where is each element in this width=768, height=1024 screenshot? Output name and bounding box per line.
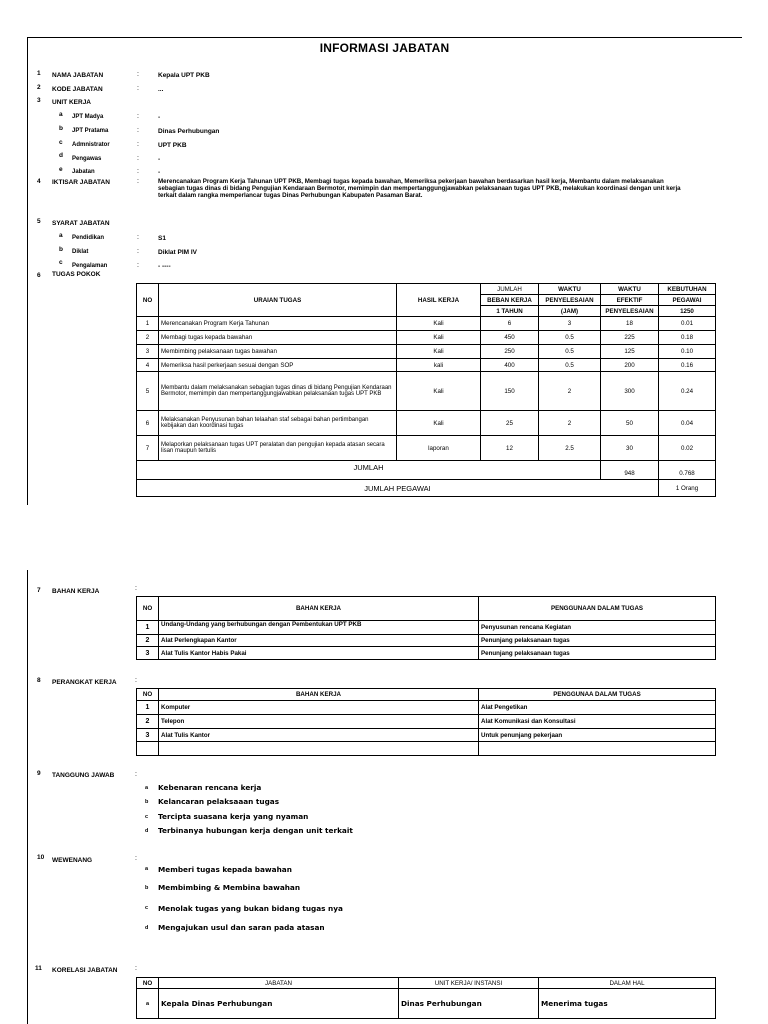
row-beban: 250 xyxy=(481,345,539,359)
item-letter: c xyxy=(145,905,149,911)
row-bahan: Telepon xyxy=(159,715,479,729)
empty-cell xyxy=(479,742,716,756)
item-letter: b xyxy=(59,246,63,253)
row-beban: 150 xyxy=(481,372,539,411)
tanggung-jawab-item: Tercipta suasana kerja yang nyaman xyxy=(158,812,309,821)
col-header-efektif: WAKTU xyxy=(601,284,659,295)
row-hasil: Kali xyxy=(397,411,481,436)
colon: : xyxy=(135,677,137,684)
item-letter: d xyxy=(145,925,149,931)
iktisar-jabatan-text xyxy=(158,178,738,199)
row-waktu: 2 xyxy=(539,372,601,411)
row-efektif: 225 xyxy=(601,331,659,345)
col-header-efektif: PENYELESAIAN xyxy=(601,306,659,317)
row-beban: 12 xyxy=(481,436,539,461)
item-letter: c xyxy=(145,814,149,820)
row-no: 2 xyxy=(137,331,159,345)
row-waktu: 0.5 xyxy=(539,345,601,359)
page-title: INFORMASI JABATAN xyxy=(319,41,450,55)
item-letter: e xyxy=(59,166,63,173)
jabatan-value: - xyxy=(158,169,161,176)
pendidikan-value: S1 xyxy=(158,235,166,242)
colon: : xyxy=(137,113,139,120)
row-no: 7 xyxy=(137,436,159,461)
table-row xyxy=(137,635,716,647)
row-no: 5 xyxy=(137,372,159,411)
row-guna: Penyusunan rencana Kegiatan xyxy=(479,621,716,635)
jumlah-efektif: 948 xyxy=(601,461,659,480)
table-row xyxy=(137,715,716,729)
row-efektif: 30 xyxy=(601,436,659,461)
row-no: 3 xyxy=(137,729,159,742)
table-row xyxy=(137,331,716,345)
item-letter: d xyxy=(145,828,149,834)
iktisar-line: Merencanakan Program Kerja Tahunan UPT PKB, Membagi tugas kepada bawahan, Memeriksa pekerjaan bawahan berdasarkan hasil kerja, Membantu dalam melaksanakan xyxy=(158,178,664,185)
col-header-jabatan: JABATAN xyxy=(159,978,399,989)
diklat-label: Diklat xyxy=(72,249,89,255)
colon: : xyxy=(137,85,139,92)
row-waktu: 3 xyxy=(539,317,601,331)
row-no: 4 xyxy=(137,359,159,372)
row-uraian: Memeriksa hasil perkerjaan sesuai dengan SOP xyxy=(159,359,397,372)
row-efektif: 18 xyxy=(601,317,659,331)
table-row xyxy=(137,372,716,411)
row-no: 6 xyxy=(137,411,159,436)
col-header-jumlah: 1 TAHUN xyxy=(481,306,539,317)
jpt-madya-value: - xyxy=(158,114,161,121)
iktisar-line: terkait dalam rangka memperlancar tugas Dinas Perhubungan Kabupaten Pasaman Barat. xyxy=(158,192,423,199)
col-header-hal: DALAM HAL xyxy=(539,978,716,989)
row-uraian: Membimbing pelaksanaan tugas bawahan xyxy=(159,345,397,359)
row-no: 2 xyxy=(137,635,159,647)
diklat-value: Diklat PIM IV xyxy=(158,249,198,256)
col-header-jumlah: JUMLAH xyxy=(481,284,539,295)
col-header-kebutuhan: 1250 xyxy=(659,306,716,317)
colon: : xyxy=(135,855,137,862)
table-row xyxy=(137,729,716,742)
row-pegawai: 0.24 xyxy=(659,372,716,411)
nama-jabatan-label: NAMA JABATAN xyxy=(52,72,104,79)
col-header-bahan: BAHAN KERJA xyxy=(159,597,479,621)
item-letter: a xyxy=(59,232,63,239)
perangkat-kerja-label: PERANGKAT KERJA xyxy=(52,679,117,686)
row-beban: 450 xyxy=(481,331,539,345)
row-efektif: 300 xyxy=(601,372,659,411)
pengawas-label: Pengawas xyxy=(72,156,102,162)
section-number: 1 xyxy=(37,70,41,77)
row-uraian: Merencanakan Program Kerja Tahunan xyxy=(159,317,397,331)
jumlah-row xyxy=(137,461,716,480)
col-header-jumlah: BEBAN KERJA xyxy=(481,295,539,306)
row-bahan: Alat Tulis Kantor xyxy=(159,729,479,742)
jabatan-label: Jabatan xyxy=(72,169,95,175)
section-number: 4 xyxy=(37,178,41,185)
pendidikan-label: Pendidikan xyxy=(72,235,105,241)
row-uraian: Membantu dalam melaksanakan sebagian tugas dinas di bidang Pengujian Kendaraan Bermotor, memimpin dan mempertanggungjawabkan pelaksanaan tugas UPT PKB xyxy=(159,372,397,411)
row-hasil: kali xyxy=(397,359,481,372)
tanggung-jawab-item: Kebenaran rencana kerja xyxy=(158,783,262,792)
col-header-guna: PENGGUNAAN DALAM TUGAS xyxy=(479,597,716,621)
section-number: 8 xyxy=(37,677,41,684)
jumlah-label: JUMLAH xyxy=(137,461,601,480)
section-number: 10 xyxy=(37,854,45,861)
pengawas-value: - xyxy=(158,156,161,163)
korelasi-jabatan-table xyxy=(136,977,716,1019)
jpt-madya-label: JPT Madya xyxy=(72,114,104,120)
row-efektif: 50 xyxy=(601,411,659,436)
section-number: 9 xyxy=(37,770,41,777)
row-pegawai: 0.01 xyxy=(659,317,716,331)
administrator-value: UPT PKB xyxy=(158,142,187,149)
wewenang-item: Menolak tugas yang bukan bidang tugas nya xyxy=(158,904,343,913)
row-no: 2 xyxy=(137,715,159,729)
col-header-uraian: URAIAN TUGAS xyxy=(159,284,397,317)
row-hasil: Kali xyxy=(397,317,481,331)
col-header-waktu: PENYELESAIAN xyxy=(539,295,601,306)
section-number: 2 xyxy=(37,84,41,91)
colon: : xyxy=(137,168,139,175)
row-hasil: Kali xyxy=(397,331,481,345)
col-header-kebutuhan: PEGAWAI xyxy=(659,295,716,306)
bahan-kerja-table xyxy=(136,596,716,660)
col-header-guna: PENGGUNAA DALAM TUGAS xyxy=(479,689,716,701)
col-header-waktu: (JAM) xyxy=(539,306,601,317)
row-waktu: 0.5 xyxy=(539,331,601,345)
pengalaman-label: Pengalaman xyxy=(72,263,108,269)
row-bahan: Undang-Undang yang berhubungan dengan Pembentukan UPT PKB xyxy=(159,621,479,635)
row-beban: 6 xyxy=(481,317,539,331)
colon: : xyxy=(137,71,139,78)
colon: : xyxy=(135,585,137,592)
section-number: 3 xyxy=(37,97,41,104)
colon: : xyxy=(137,141,139,148)
row-guna: Penunjang pelaksanaan tugas xyxy=(479,635,716,647)
section-number: 6 xyxy=(37,272,41,279)
col-header-no: NO xyxy=(137,284,159,317)
item-letter: b xyxy=(59,125,63,132)
wewenang-label: WEWENANG xyxy=(52,857,93,864)
jumlah-pegawai-label: JUMLAH PEGAWAI xyxy=(137,480,659,497)
kode-jabatan-value: ... xyxy=(158,86,164,93)
table-row xyxy=(137,621,716,635)
row-bahan: Komputer xyxy=(159,701,479,715)
col-header-no: NO xyxy=(137,597,159,621)
jpt-pratama-label: JPT Pratama xyxy=(72,128,109,134)
wewenang-item: Membimbing & Membina bawahan xyxy=(158,883,301,892)
administrator-label: Admnistrator xyxy=(72,142,110,148)
tanggung-jawab-item: Terbinanya hubungan kerja dengan unit terkait xyxy=(158,826,353,835)
unit-kerja-label: UNIT KERJA xyxy=(52,99,92,106)
item-letter: c xyxy=(59,259,63,266)
section-number: 7 xyxy=(37,587,41,594)
row-no: 3 xyxy=(137,647,159,660)
row-guna: Alat Pengetikan xyxy=(479,701,716,715)
korelasi-jabatan-label: KORELASI JABATAN xyxy=(52,967,118,974)
tugas-pokok-table xyxy=(136,283,716,497)
row-pegawai: 0.04 xyxy=(659,411,716,436)
row-hal: Menerima tugas xyxy=(539,989,716,1019)
row-pegawai: 0.02 xyxy=(659,436,716,461)
syarat-jabatan-label: SYARAT JABATAN xyxy=(52,220,110,227)
colon: : xyxy=(137,262,139,269)
bahan-kerja-label: BAHAN KERJA xyxy=(52,588,100,595)
row-uraian: Membagi tugas kepada bawahan xyxy=(159,331,397,345)
row-waktu: 2.5 xyxy=(539,436,601,461)
kode-jabatan-label: KODE JABATAN xyxy=(52,86,103,93)
row-jabatan: Kepala Dinas Perhubungan xyxy=(159,989,399,1019)
colon: : xyxy=(137,178,139,185)
item-letter: c xyxy=(59,139,63,146)
jumlah-pegawai: 0.768 xyxy=(659,461,716,480)
iktisar-jabatan-label: IKTISAR JABATAN xyxy=(52,179,110,186)
pengalaman-value: - ---- xyxy=(158,263,171,270)
row-bahan: Alat Tulis Kantor Habis Pakai xyxy=(159,647,479,660)
row-uraian: Melaporkan pelaksanaan tugas UPT peralatan dan pengujian kepada atasan secara lisan maupun tertulis xyxy=(159,436,397,461)
row-no: a xyxy=(137,989,159,1019)
item-letter: a xyxy=(59,111,63,118)
row-no: 1 xyxy=(137,621,159,635)
perangkat-kerja-table xyxy=(136,688,716,756)
table-row xyxy=(137,742,716,756)
row-guna: Penunjang pelaksanaan tugas xyxy=(479,647,716,660)
row-pegawai: 0.10 xyxy=(659,345,716,359)
section-number: 5 xyxy=(37,218,41,225)
col-header-no: NO xyxy=(137,689,159,701)
colon: : xyxy=(137,155,139,162)
row-hasil: Kali xyxy=(397,345,481,359)
colon: : xyxy=(135,771,137,778)
row-waktu: 0.5 xyxy=(539,359,601,372)
row-beban: 25 xyxy=(481,411,539,436)
item-letter: b xyxy=(145,885,149,891)
row-uraian: Melaksanakan Penyusunan bahan telaahan staf sebagai bahan pertimbangan kebijakan dan koordinasi tugas xyxy=(159,411,397,436)
row-pegawai: 0.16 xyxy=(659,359,716,372)
row-pegawai: 0.18 xyxy=(659,331,716,345)
row-hasil: laporan xyxy=(397,436,481,461)
empty-cell xyxy=(137,742,159,756)
col-header-hasil: HASIL KERJA xyxy=(397,284,481,317)
tugas-pokok-label: TUGAS POKOK xyxy=(52,271,101,278)
table-row xyxy=(137,317,716,331)
item-letter: a xyxy=(145,866,149,872)
section-number: 11 xyxy=(35,965,42,972)
row-hasil: Kali xyxy=(397,372,481,411)
col-header-unit: UNIT KERJA/ INSTANSI xyxy=(399,978,539,989)
item-letter: b xyxy=(145,799,149,805)
row-beban: 400 xyxy=(481,359,539,372)
item-letter: a xyxy=(145,785,149,791)
row-unit: Dinas Perhubungan xyxy=(399,989,539,1019)
col-header-kebutuhan: KEBUTUHAN xyxy=(659,284,716,295)
col-header-bahan: BAHAN KERJA xyxy=(159,689,479,701)
colon: : xyxy=(135,965,137,972)
colon: : xyxy=(137,127,139,134)
row-efektif: 200 xyxy=(601,359,659,372)
table-row xyxy=(137,359,716,372)
row-no: 3 xyxy=(137,345,159,359)
wewenang-item: Memberi tugas kepada bawahan xyxy=(158,865,292,874)
empty-cell xyxy=(159,742,479,756)
table-row xyxy=(137,701,716,715)
colon: : xyxy=(137,234,139,241)
tanggung-jawab-item: Kelancaran pelaksaaan tugas xyxy=(158,797,280,806)
table-row xyxy=(137,647,716,660)
col-header-efektif: EFEKTIF xyxy=(601,295,659,306)
wewenang-item: Mengajukan usul dan saran pada atasan xyxy=(158,923,325,932)
row-waktu: 2 xyxy=(539,411,601,436)
row-no: 1 xyxy=(137,701,159,715)
row-no: 1 xyxy=(137,317,159,331)
row-bahan: Alat Perlengkapan Kantor xyxy=(159,635,479,647)
row-guna: Untuk penunjang pekerjaan xyxy=(479,729,716,742)
table-row xyxy=(137,345,716,359)
jpt-pratama-value: Dinas Perhubungan xyxy=(158,128,220,135)
tanggung-jawab-label: TANGGUNG JAWAB xyxy=(52,772,115,779)
table-row xyxy=(137,989,716,1019)
nama-jabatan-value: Kepala UPT PKB xyxy=(158,72,210,79)
colon: : xyxy=(137,248,139,255)
table-row xyxy=(137,436,716,461)
jumlah-pegawai-value: 1 Orang xyxy=(659,480,716,497)
jumlah-pegawai-row xyxy=(137,480,716,497)
row-guna: Alat Komunikasi dan Konsultasi xyxy=(479,715,716,729)
item-letter: d xyxy=(59,152,63,159)
table-row xyxy=(137,411,716,436)
col-header-no: NO xyxy=(137,978,159,989)
row-efektif: 125 xyxy=(601,345,659,359)
iktisar-line: sebagian tugas dinas di bidang Pengujian Kendaraan Bermotor, memimpin dan mempertanggungjawabkan pelaksanaan tugas UPT PKB, melakukan koordinasi dengan unit kerja xyxy=(158,185,681,192)
col-header-waktu: WAKTU xyxy=(539,284,601,295)
